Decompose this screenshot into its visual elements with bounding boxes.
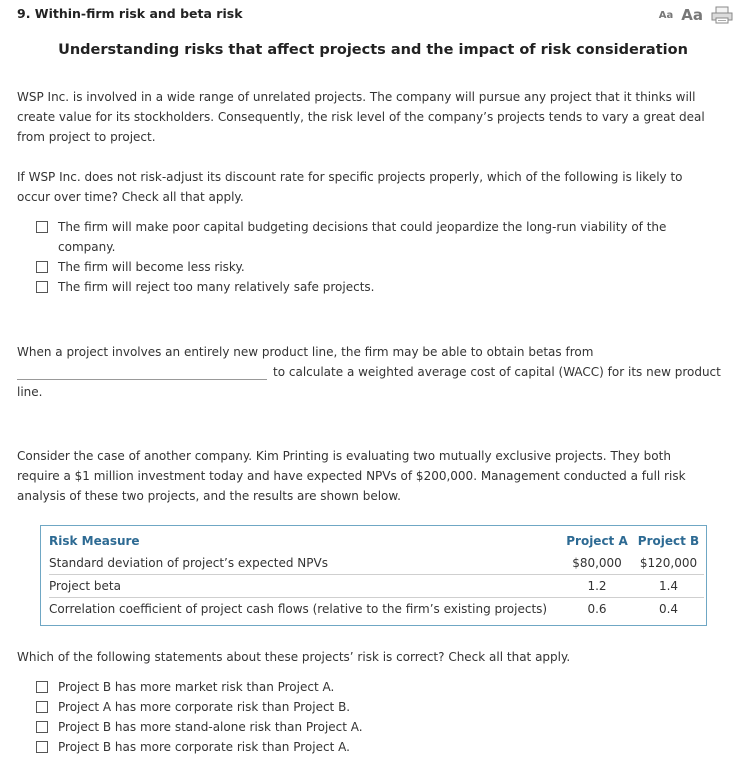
option-label: Project B has more stand-alone risk than Project A. — [58, 720, 363, 734]
table-row — [49, 598, 704, 621]
table-cell: 1.2 — [561, 575, 633, 598]
checkbox[interactable] — [36, 681, 48, 693]
q2-text-after: to calculate a weighted average cost of capital (WACC) for its new product — [273, 365, 721, 379]
case-paragraph: Consider the case of another company. Kim Printing is evaluating two mutually exclusive projects. They both require a $1 million investment today and have expected NPVs of $200,000. Management conducted a full risk analysis of these two projects, and the results are shown below. — [17, 449, 686, 503]
toolbar — [659, 6, 733, 24]
risk-table — [40, 525, 707, 626]
q2-text-before: When a project involves an entirely new product line, the firm may be able to obtain betas from — [17, 345, 594, 359]
table-cell: 0.4 — [633, 598, 704, 621]
fill-in-blank-dropdown[interactable] — [17, 378, 267, 380]
option-label: Project A has more corporate risk than Project B. — [58, 700, 351, 714]
column-header: Project A — [566, 534, 628, 548]
checkbox[interactable] — [36, 221, 48, 233]
column-header: Risk Measure — [49, 534, 140, 548]
option-label: The firm will reject too many relatively safe projects. — [58, 280, 375, 294]
table-cell: Standard deviation of project’s expected NPVs — [49, 556, 328, 570]
option-label: Project B has more market risk than Project A. — [58, 680, 335, 694]
checkbox[interactable] — [36, 741, 48, 753]
column-header: Project B — [637, 534, 700, 548]
intro-paragraph: WSP Inc. is involved in a wide range of unrelated projects. The company will pursue any project that it thinks will create value for its stockholders. Consequently, the risk level of the company’s projects tends to vary a great deal from project to project. — [17, 90, 705, 144]
question-label: 9. Within-firm risk and beta risk — [17, 6, 243, 21]
table-cell: Correlation coefficient of project cash flows (relative to the firm’s existing projects) — [49, 598, 561, 621]
table-row — [49, 575, 704, 598]
checkbox[interactable] — [36, 261, 48, 273]
table-cell: $80,000 — [572, 556, 622, 570]
option-label: Project B has more corporate risk than Project A. — [58, 740, 350, 754]
decrease-font-button[interactable]: Aa — [658, 9, 674, 21]
q2-text-tail: line. — [17, 385, 43, 399]
page-title: Understanding risks that affect projects and the impact of risk consideration — [58, 42, 688, 58]
table-row — [49, 552, 704, 575]
checkbox[interactable] — [36, 281, 48, 293]
option-label: The firm will become less risky. — [58, 260, 245, 274]
table-cell: 0.6 — [561, 598, 633, 621]
checkbox[interactable] — [36, 721, 48, 733]
checkbox[interactable] — [36, 701, 48, 713]
table-cell: 1.4 — [633, 575, 704, 598]
option-label: The firm will make poor capital budgeting decisions that could jeopardize the long-run viability of the company. — [58, 220, 667, 254]
question-header — [17, 6, 733, 26]
increase-font-button[interactable]: Aa — [681, 6, 703, 24]
q1-prompt: If WSP Inc. does not risk-adjust its discount rate for specific projects properly, which of the following is likely to occur over time? Check all that apply. — [17, 170, 683, 204]
table-cell: Project beta — [49, 575, 561, 598]
print-icon[interactable] — [711, 6, 733, 24]
q3-prompt: Which of the following statements about these projects’ risk is correct? Check all that apply. — [17, 650, 571, 664]
table-header-row — [49, 530, 704, 552]
table-cell: $120,000 — [639, 556, 698, 570]
